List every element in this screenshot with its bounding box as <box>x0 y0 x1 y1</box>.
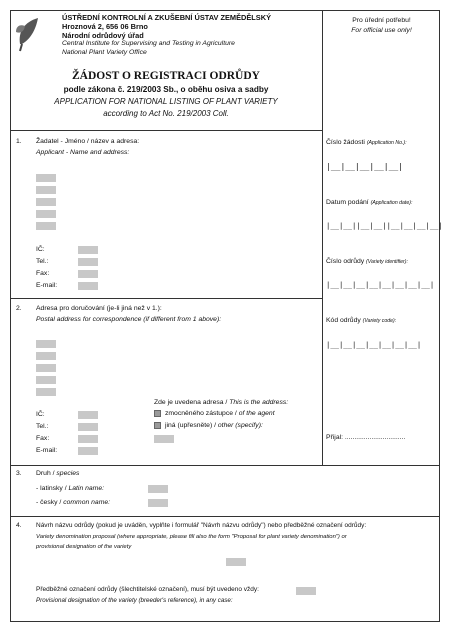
variety-id-label: Číslo odrůdy (Variety identifier): <box>326 258 408 265</box>
agent-option-label: zmocněného zástupce / of the agent <box>165 410 275 417</box>
applicant-address-line-4[interactable] <box>36 222 56 230</box>
latin-name-label: - latinsky / Latin name: <box>36 485 105 492</box>
org-name-en: Central Institute for Supervising and Testing in Agriculture <box>62 40 235 47</box>
form-subtitle-en: according to Act No. 219/2003 Coll. <box>103 109 229 118</box>
applicant-name-field[interactable] <box>36 174 56 182</box>
section4-label: Návrh názvu odrůdy (pokud je uváděn, vyplňte i formulář "Návrh názvu odrůdy") nebo předběžné označení odrůdy: <box>36 522 367 529</box>
section1-label-en: Applicant - Name and address: <box>36 149 130 156</box>
office-name-cz: Národní odrůdový úřad <box>62 31 144 40</box>
postal-address-line-2[interactable] <box>36 364 56 372</box>
date-field[interactable]: |__|__||__|__||__|__|__|__| <box>326 221 443 230</box>
denomination-field[interactable] <box>226 558 246 566</box>
common-name-label: - česky / common name: <box>36 499 111 506</box>
other-specify-field[interactable] <box>154 435 174 443</box>
agent-checkbox[interactable] <box>154 410 161 417</box>
postal-name-field[interactable] <box>36 340 56 348</box>
section3-label: Druh / species <box>36 470 80 477</box>
received-by-field[interactable]: Přijal: ................................ <box>326 434 406 441</box>
section2-label: Adresa pro doručování (je-li jiná než v 1.): <box>36 305 162 312</box>
section3-number: 3. <box>16 470 22 477</box>
org-name-cz: ÚSTŘEDNÍ KONTROLNÍ A ZKUŠEBNÍ ÚSTAV ZEMĚDĚLSKÝ <box>62 13 271 22</box>
other-checkbox[interactable] <box>154 422 161 429</box>
applicant-address-line-2[interactable] <box>36 198 56 206</box>
provisional-label: Předběžné označení odrůdy (šlechtitelské označení), musí být uvedeno vždy: <box>36 586 259 593</box>
s1-fax-field[interactable] <box>78 270 98 278</box>
s2-ic-label: IČ: <box>36 411 45 418</box>
official-use-cz: Pro úřední potřebu! <box>352 17 411 24</box>
postal-address-line-4[interactable] <box>36 388 56 396</box>
latin-name-field[interactable] <box>148 485 168 493</box>
s1-ic-label: IČ: <box>36 246 45 253</box>
official-column-divider <box>322 10 323 465</box>
s1-email-field[interactable] <box>78 282 98 290</box>
section2-label-en: Postal address for correspondence (if different from 1 above): <box>36 316 222 323</box>
applicant-address-line-3[interactable] <box>36 210 56 218</box>
variety-code-label: Kód odrůdy (Variety code): <box>326 317 397 324</box>
s2-ic-field[interactable] <box>78 411 98 419</box>
s1-tel-field[interactable] <box>78 258 98 266</box>
section4-label-en-1: Variety denomination proposal (where appropriate, please fill also the form "Proposal for plant variety denomination") or <box>36 534 347 540</box>
section-divider-4 <box>10 516 440 517</box>
s2-tel-label: Tel.: <box>36 423 49 430</box>
s1-ic-field[interactable] <box>78 246 98 254</box>
address-type-label: Zde je uvedena adresa / This is the address: <box>154 399 289 406</box>
provisional-field[interactable] <box>296 587 316 595</box>
s2-tel-field[interactable] <box>78 423 98 431</box>
variety-id-field[interactable]: |__|__|__|__|__|__|__|__| <box>326 280 435 289</box>
s1-tel-label: Tel.: <box>36 258 49 265</box>
section4-label-en-2: provisional designation of the variety <box>36 544 132 550</box>
provisional-label-en: Provisional designation of the variety (breeder's reference), in any case: <box>36 597 233 604</box>
form-title-en: APPLICATION FOR NATIONAL LISTING OF PLANT VARIETY <box>54 97 278 106</box>
s1-fax-label: Fax: <box>36 270 50 277</box>
applicant-address-line-1[interactable] <box>36 186 56 194</box>
s2-fax-label: Fax: <box>36 435 50 442</box>
section1-label: Žadatel - Jméno / název a adresa: <box>36 138 140 145</box>
section-divider-3 <box>10 465 440 466</box>
office-name-en: National Plant Variety Office <box>62 49 147 56</box>
variety-code-field[interactable]: |__|__|__|__|__|__|__| <box>326 340 422 349</box>
app-no-field[interactable]: |__|__|__|__|__| <box>326 162 404 171</box>
postal-address-line-3[interactable] <box>36 376 56 384</box>
s2-email-field[interactable] <box>78 447 98 455</box>
section1-number: 1. <box>16 138 22 145</box>
section-divider-2 <box>10 298 322 299</box>
s1-email-label: E-mail: <box>36 282 58 289</box>
form-title: ŽÁDOST O REGISTRACI ODRŮDY <box>72 70 260 82</box>
header-divider <box>10 130 322 131</box>
section4-number: 4. <box>16 522 22 529</box>
common-name-field[interactable] <box>148 499 168 507</box>
official-use-en: For official use only! <box>351 27 412 34</box>
app-no-label: Číslo žádosti (Application No.): <box>326 139 407 146</box>
s2-email-label: E-mail: <box>36 447 58 454</box>
s2-fax-field[interactable] <box>78 435 98 443</box>
date-label: Datum podání (Application date): <box>326 199 413 206</box>
form-subtitle: podle zákona č. 219/2003 Sb., o oběhu osiva a sadby <box>63 85 269 94</box>
section2-number: 2. <box>16 305 22 312</box>
org-address: Hroznová 2, 656 06 Brno <box>62 22 148 31</box>
postal-address-line-1[interactable] <box>36 352 56 360</box>
other-option-label: jiná (upřesněte) / other (specify): <box>165 422 263 429</box>
leaf-logo-icon <box>14 14 44 52</box>
